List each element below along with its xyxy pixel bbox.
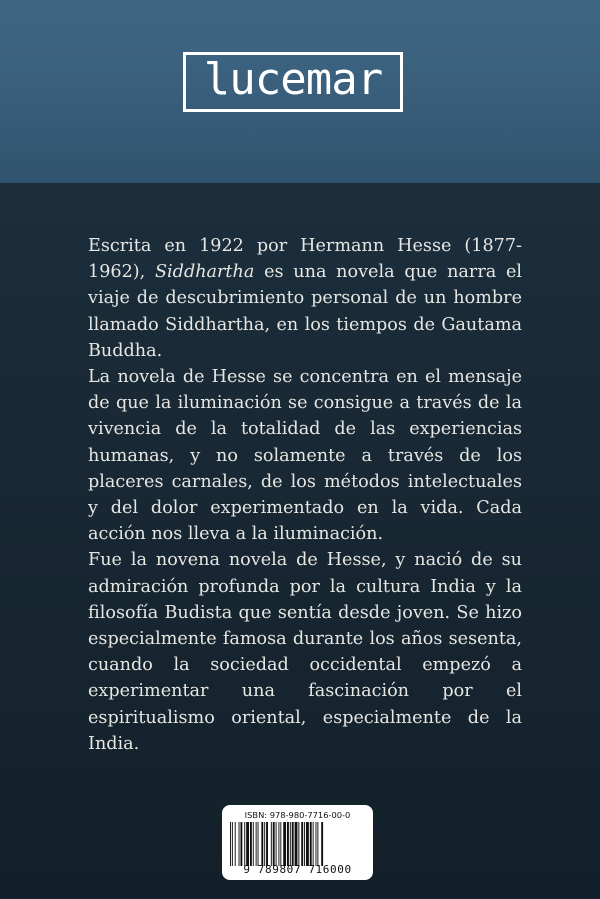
barcode-bar <box>292 822 294 866</box>
barcode-bar <box>258 822 259 866</box>
barcode-bar <box>278 822 279 866</box>
barcode-bar <box>235 822 236 866</box>
barcode-bars <box>228 822 367 866</box>
barcode-bar <box>253 822 254 866</box>
barcode-bar <box>273 822 275 866</box>
barcode-bar <box>239 822 240 866</box>
synopsis-paragraph-2: La novela de Hesse se concentra en el mensaje de que la iluminación se consigue a través de la vivencia de la totalidad de las experiencias humanas, y no solamente a través de los placeres carnales, de los métodos intelectuales y del dolor experimentado en la vida. Cada acción nos lleva a la iluminación. <box>88 367 522 545</box>
publisher-logo <box>183 52 403 112</box>
barcode-bar <box>280 822 281 866</box>
barcode-bar <box>310 822 312 866</box>
barcode-bar <box>321 822 323 866</box>
barcode-bar <box>301 822 303 866</box>
barcode-label <box>222 805 373 880</box>
barcode-bar <box>317 822 318 866</box>
publisher-logo-text: lucemar <box>203 54 383 105</box>
barcode-bar <box>304 822 305 866</box>
isbn-number: ISBN: 978-980-7716-00-0 <box>244 810 351 820</box>
barcode-bar <box>266 822 268 866</box>
barcode-bar <box>261 822 263 866</box>
barcode-bar <box>298 822 299 866</box>
barcode-digits: 9 789807 716000 <box>243 863 352 876</box>
barcode-bar <box>283 822 286 866</box>
barcode-bar <box>256 822 257 866</box>
barcode-bar <box>316 822 317 866</box>
synopsis <box>88 233 522 757</box>
barcode-bar <box>264 822 265 866</box>
barcode-bar <box>271 822 272 866</box>
barcode-bar <box>246 822 249 866</box>
barcode-bar <box>240 822 242 866</box>
top-band <box>0 0 600 183</box>
barcode-bar <box>306 822 309 866</box>
synopsis-paragraph-3: Fue la novena novela de Hesse, y nació de su admiración profunda por la cultura India y la filosofía Budista que sentía desde joven. Se hizo especialmente famosa durante los años sesenta, cuando la sociedad occidental empezó a experimentar una fascinación por el espiritualismo oriental, especialmente de la India. <box>88 550 522 754</box>
barcode-bar <box>290 822 291 866</box>
book-title: Siddhartha <box>155 262 255 283</box>
barcode-bar <box>295 822 298 866</box>
synopsis-paragraph-1: Escrita en 1922 por Hermann Hesse (1877-1962), Siddhartha es una novela que narra el viaje de descubrimiento personal de un hombre llamado Siddhartha, en los tiempos de Gautama Buddha. <box>88 236 523 361</box>
barcode-bar <box>244 822 245 866</box>
barcode-bar <box>232 822 233 866</box>
barcode-bar <box>287 822 289 866</box>
barcode-bar <box>313 822 314 866</box>
barcode-bar <box>230 822 231 866</box>
barcode-bar <box>250 822 252 866</box>
barcode-bar <box>276 822 277 866</box>
